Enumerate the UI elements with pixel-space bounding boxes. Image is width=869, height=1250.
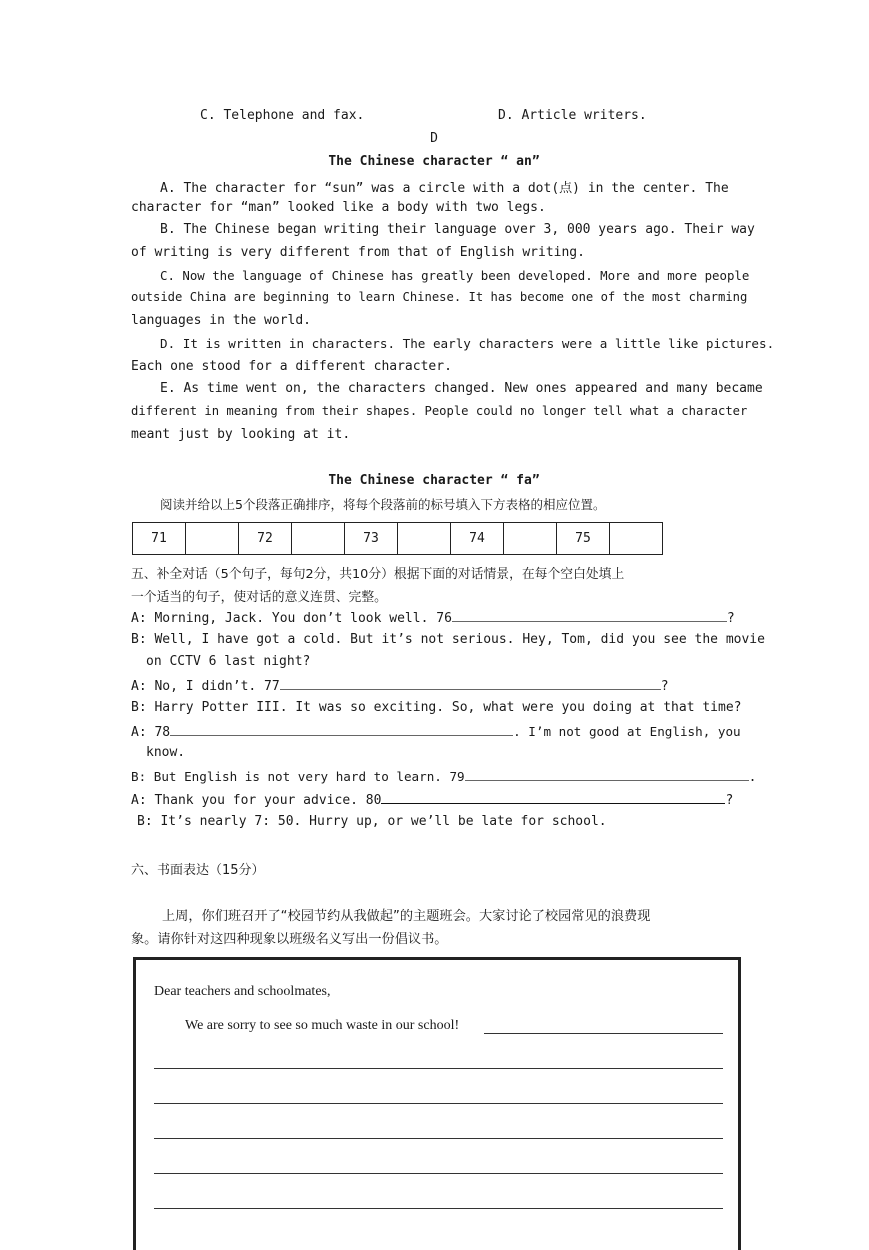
dialogue-punct: . xyxy=(748,770,757,785)
blank-77[interactable] xyxy=(280,677,661,690)
table-cell-label: 71 xyxy=(133,523,186,555)
blank-76[interactable] xyxy=(452,609,727,622)
dialogue-punct: ? xyxy=(725,793,734,808)
paragraph-c-line-1: C. Now the language of Chinese has greatly been developed. More and more people xyxy=(160,268,750,283)
dialogue-text-cont: . I’m not good at English, you xyxy=(513,724,741,739)
writing-line-3[interactable] xyxy=(154,1103,723,1104)
blank-79[interactable] xyxy=(465,768,749,781)
paragraph-c-line-3: languages in the world. xyxy=(131,313,312,328)
dialogue-line-76 xyxy=(131,609,737,626)
answer-cell-72[interactable] xyxy=(292,523,345,555)
answer-cell-71[interactable] xyxy=(186,523,239,555)
letter-first-sentence: We are sorry to see so much waste in our school! xyxy=(185,1018,460,1033)
table-cell-label: 75 xyxy=(557,523,610,555)
writing-line-2[interactable] xyxy=(154,1068,723,1069)
dialogue-line-b1-cont: on CCTV 6 last night? xyxy=(146,654,311,669)
paragraph-a-line-2: character for “man” looked like a body with two legs. xyxy=(131,200,546,215)
paragraph-e-line-1: E. As time went on, the characters changed. New ones appeared and many became xyxy=(160,381,763,396)
table-cell-label: 72 xyxy=(239,523,292,555)
dialogue-punct: ? xyxy=(726,611,735,626)
paragraph-a-line-1: A. The character for “sun” was a circle with a dot(点) in the center. The xyxy=(160,181,729,196)
dialogue-line-b1: B: Well, I have got a cold. But it’s not serious. Hey, Tom, did you see the movie xyxy=(131,632,765,647)
table-cell-label: 73 xyxy=(345,523,398,555)
paragraph-e-line-2: different in meaning from their shapes. People could no longer tell what a character xyxy=(131,404,748,418)
section6-prompt-line-1: 上周，你们班召开了“校园节约从我做起”的主题班会。大家讨论了校园常见的浪费现 xyxy=(162,909,651,924)
section6-prompt-line-2: 象。请你针对这四种现象以班级名义写出一份倡议书。 xyxy=(131,932,448,947)
paragraph-e-line-3: meant just by looking at it. xyxy=(131,427,351,442)
dialogue-text: A: 78 xyxy=(131,725,171,740)
ordering-table xyxy=(132,522,663,555)
option-c: C. Telephone and fax. xyxy=(200,108,365,123)
dialogue-line-b2: B: Harry Potter III. It was so exciting. So, what were you doing at that time? xyxy=(131,700,742,715)
dialogue-line-78 xyxy=(131,723,741,740)
writing-box xyxy=(133,957,741,1250)
dialogue-line-78-cont: know. xyxy=(146,745,186,760)
section5-heading-line-1: 五、补全对话（5个句子，每句2分，共10分）根据下面的对话情景，在每个空白处填上 xyxy=(131,567,625,582)
writing-line-5[interactable] xyxy=(154,1173,723,1174)
dialogue-line-77 xyxy=(131,677,737,694)
section5-heading-line-2: 一个适当的句子，使对话的意义连贯、完整。 xyxy=(131,590,387,605)
blank-80[interactable] xyxy=(381,791,725,804)
answer-cell-75[interactable] xyxy=(610,523,663,555)
paragraph-b-line-2: of writing is very different from that of English writing. xyxy=(131,245,585,260)
paragraph-d-line-2: Each one stood for a different character. xyxy=(131,359,452,374)
paragraph-c-line-2: outside China are beginning to learn Chinese. It has become one of the most charming xyxy=(131,290,748,304)
dialogue-line-b4: B: It’s nearly 7: 50. Hurry up, or we’ll be late for school. xyxy=(137,814,607,829)
dialogue-line-80 xyxy=(131,791,737,808)
answer-cell-73[interactable] xyxy=(398,523,451,555)
passage-title-fa: The Chinese character “ fa” xyxy=(328,473,540,488)
section6-heading: 六、书面表达（15分） xyxy=(131,863,265,878)
writing-line-4[interactable] xyxy=(154,1138,723,1139)
dialogue-text: A: No, I didn’t. 77 xyxy=(131,679,280,694)
section-letter: D xyxy=(430,131,438,146)
dialogue-punct: ? xyxy=(660,679,669,694)
dialogue-text: A: Thank you for your advice. 80 xyxy=(131,793,382,808)
ordering-instruction: 阅读并给以上5个段落正确排序，将每个段落前的标号填入下方表格的相应位置。 xyxy=(160,497,606,512)
table-cell-label: 74 xyxy=(451,523,504,555)
option-d: D. Article writers. xyxy=(498,108,647,123)
blank-78[interactable] xyxy=(170,723,513,736)
writing-line-1[interactable] xyxy=(484,1033,723,1034)
dialogue-line-79 xyxy=(131,768,757,785)
paragraph-b-line-1: B. The Chinese began writing their language over 3, 000 years ago. Their way xyxy=(160,222,755,237)
passage-title-an: The Chinese character “ an” xyxy=(328,154,540,169)
writing-line-6[interactable] xyxy=(154,1208,723,1209)
answer-cell-74[interactable] xyxy=(504,523,557,555)
dialogue-text: A: Morning, Jack. You don’t look well. 76 xyxy=(131,611,452,626)
dialogue-text: B: But English is not very hard to learn. 79 xyxy=(131,769,465,784)
letter-greeting: Dear teachers and schoolmates, xyxy=(154,984,331,999)
paragraph-d-line-1: D. It is written in characters. The early characters were a little like pictures. xyxy=(160,336,775,351)
